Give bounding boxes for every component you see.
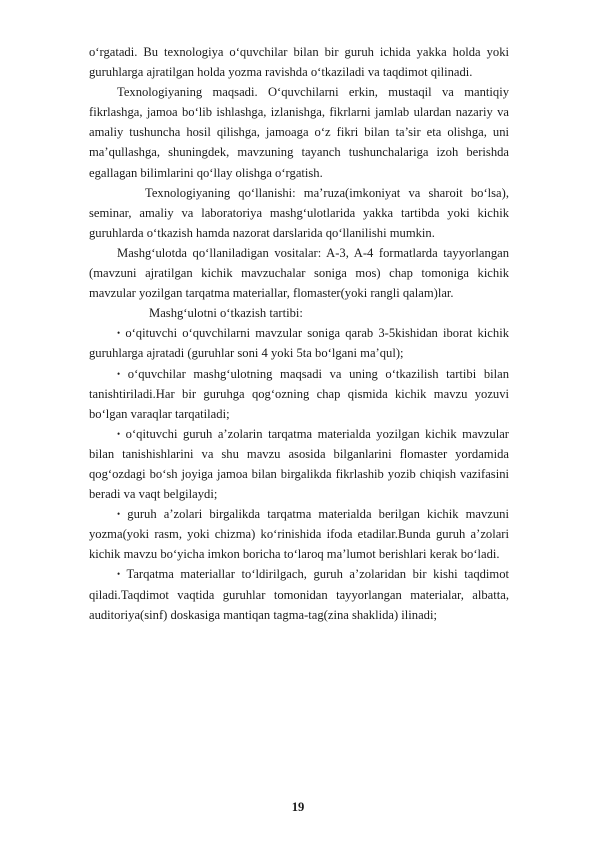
paragraph-application: Texnologiyaning qo‘llanishi: ma’ruza(imkoniyat va sharoit bo‘lsa), seminar, amaliy va laboratoriya mashg‘ulotlarida yakka tartibda yoki kichik guruhlarda o‘tkazish hamda nazorat darslarida qo‘llanilishi mumkin.	[89, 185, 509, 240]
bullet-icon: •	[117, 368, 121, 379]
page-number: 19	[291, 800, 305, 814]
list-item-step-3: • o‘qituvchi guruh a’zolarin tarqatma materialda yozilgan kichik mavzular bilan tanishishlarini va shu mavzu asosida bilganlarini flomaster yordamida qog‘ozdagi bo‘sh joyiga jamoa bilan birgalikda fikrlashib yozib chiqish vazifasini beradi va vaqt belgilaydi;	[89, 426, 509, 502]
list-item-step-1: • o‘qituvchi o‘quvchilarni mavzular soniga qarab 3-5kishidan iborat kichik guruhlarga ajratadi (guruhlar soni 4 yoki 5ta bo‘lgani ma’qul);	[89, 326, 509, 361]
list-item-step-2: • o‘quvchilar mashg‘ulotning maqsadi va uning o‘tkazilish tartibi bilan tanishtiriladi.Har bir guruhga qog‘ozning chap qismida kichik mavzu yozuvi bo‘lgan varaqlar tarqatiladi;	[89, 366, 510, 421]
paragraph-tools: Mashg‘ulotda qo‘llaniladigan vositalar: A-3, A-4 formatlarda tayyorlangan (mavzuni ajratilgan kichik mavzuchalar soniga mos) chap tomoniga kichik mavzular yozilgan tarqatma materiallar, flomaster(yoki rangli qalam)lar.	[89, 245, 509, 301]
paragraph-continuation: o‘rgatadi. Bu texnologiya o‘quvchilar bilan bir guruh ichida yakka holda yoki guruhlarga ajratilgan holda yozma ravishda o‘tkaziladi va taqdimot qilinadi.	[89, 45, 509, 80]
bullet-icon: •	[117, 428, 121, 439]
body-text	[89, 42, 509, 625]
bullet-icon: •	[117, 328, 121, 339]
list-item-step-4: • guruh a’zolari birgalikda tarqatma materialda berilgan kichik mavzuni yozma(yoki rasm, yoki chizma) ko‘rinishida ifoda etadilar.Bunda guruh a’zolari kichik mavzu bo‘yicha imkon boricha to‘laroq ma’lumot berishlari kerak bo‘ladi.	[89, 507, 509, 562]
list-item-step-5: • Tarqatma materiallar to‘ldirilgach, guruh a’zolaridan bir kishi taqdimot qiladi.Taqdimot vaqtida guruhlar tomonidan tayyorlangan materialar, albatta, auditoriya(sinf) doskasiga mantiqan tagma-tag(zina shaklida) ilinadi;	[89, 567, 509, 622]
paragraph-procedure-heading: Mashg‘ulotni o‘tkazish tartibi:	[149, 306, 303, 321]
bullet-icon: •	[117, 569, 121, 580]
bullet-icon: •	[117, 509, 121, 520]
paragraph-goal: Texnologiyaning maqsadi. O‘quvchilarni erkin, mustaqil va mantiqiy fikrlashga, jamoa bo‘lib ishlashga, izlanishga, fikrlarni jamlab ulardan nazariy va amaliy tushuncha hosil qilishga, jamoaga o‘z fikri bilan ta’sir eta olishga, uni ma’qullashga, shuningdek, mavzuning tayanch tushunchalariga izoh berishda egallagan bilimlarini qo‘llay olishga o‘rgatish.	[89, 85, 509, 180]
